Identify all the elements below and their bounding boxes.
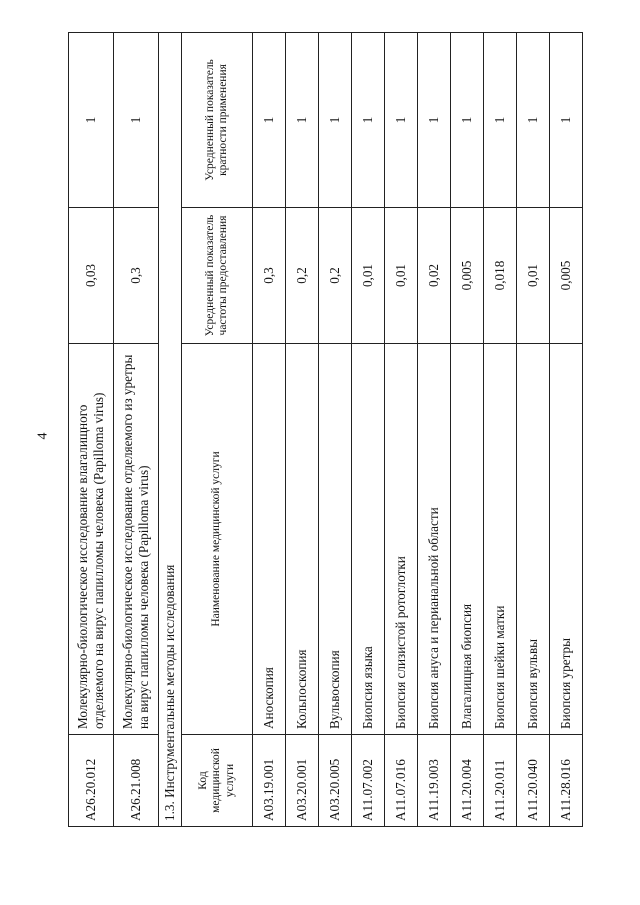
service-code: A03.20.005 xyxy=(319,735,352,827)
table-row xyxy=(418,33,451,827)
service-code: A11.28.016 xyxy=(550,735,583,827)
frequency-value: 0,02 xyxy=(418,208,451,344)
frequency-value: 0,2 xyxy=(286,208,319,344)
service-name: Кольпоскопия xyxy=(286,344,319,735)
service-name: Биопсия слизистой ротоглотки xyxy=(385,344,418,735)
frequency-value: 0,01 xyxy=(352,208,385,344)
table-row xyxy=(550,33,583,827)
table-row xyxy=(319,33,352,827)
service-name: Биопсия языка xyxy=(352,344,385,735)
table-row xyxy=(451,33,484,827)
table-row xyxy=(253,33,286,827)
multiplicity-value: 1 xyxy=(286,33,319,208)
service-code: A11.20.004 xyxy=(451,735,484,827)
service-code: A11.20.011 xyxy=(484,735,517,827)
header-name: Наименование медицинской услуги xyxy=(182,344,253,735)
service-code: A03.19.001 xyxy=(253,735,286,827)
frequency-value: 0,005 xyxy=(550,208,583,344)
services-table xyxy=(68,32,583,827)
service-name: Биопсия уретры xyxy=(550,344,583,735)
frequency-value: 0,005 xyxy=(451,208,484,344)
service-code: A11.07.016 xyxy=(385,735,418,827)
service-name: Аноскопия xyxy=(253,344,286,735)
multiplicity-value: 1 xyxy=(319,33,352,208)
multiplicity-value: 1 xyxy=(114,33,159,208)
frequency-value: 0,01 xyxy=(385,208,418,344)
page-number: 4 xyxy=(35,432,51,440)
section-title: 1.3. Инструментальные методы исследования xyxy=(159,33,182,827)
frequency-value: 0,03 xyxy=(69,208,114,344)
service-code: A11.20.040 xyxy=(517,735,550,827)
service-name: Молекулярно-биологическое исследование влагалищного отделяемого на вирус папилломы человека (Papilloma virus) xyxy=(69,344,114,735)
table-row xyxy=(484,33,517,827)
multiplicity-value: 1 xyxy=(385,33,418,208)
service-name: Вульвоскопия xyxy=(319,344,352,735)
table-row xyxy=(114,33,159,827)
service-code: A26.21.008 xyxy=(114,735,159,827)
section-row xyxy=(159,33,182,827)
table-row xyxy=(352,33,385,827)
service-code: A26.20.012 xyxy=(69,735,114,827)
service-name: Биопсия вульвы xyxy=(517,344,550,735)
header-frequency: Усредненный показатель частоты предоставления xyxy=(182,208,253,344)
multiplicity-value: 1 xyxy=(517,33,550,208)
multiplicity-value: 1 xyxy=(418,33,451,208)
services-table-container xyxy=(68,32,574,827)
header-row xyxy=(182,33,253,827)
frequency-value: 0,018 xyxy=(484,208,517,344)
multiplicity-value: 1 xyxy=(69,33,114,208)
frequency-value: 0,01 xyxy=(517,208,550,344)
service-name: Биопсия шейки матки xyxy=(484,344,517,735)
table-row xyxy=(517,33,550,827)
service-name: Влагалищная биопсия xyxy=(451,344,484,735)
multiplicity-value: 1 xyxy=(451,33,484,208)
service-code: A03.20.001 xyxy=(286,735,319,827)
service-name: Молекулярно-биологическое исследование отделяемого из уретры на вирус папилломы человека (Papilloma virus) xyxy=(114,344,159,735)
frequency-value: 0,3 xyxy=(253,208,286,344)
table-row xyxy=(69,33,114,827)
multiplicity-value: 1 xyxy=(253,33,286,208)
table-row xyxy=(286,33,319,827)
table-row xyxy=(385,33,418,827)
frequency-value: 0,2 xyxy=(319,208,352,344)
multiplicity-value: 1 xyxy=(484,33,517,208)
service-code: A11.19.003 xyxy=(418,735,451,827)
header-code: Код медицинской услуги xyxy=(182,735,253,827)
multiplicity-value: 1 xyxy=(550,33,583,208)
service-name: Биопсия ануса и перианальной области xyxy=(418,344,451,735)
frequency-value: 0,3 xyxy=(114,208,159,344)
service-code: A11.07.002 xyxy=(352,735,385,827)
multiplicity-value: 1 xyxy=(352,33,385,208)
header-multiplicity: Усредненный показатель кратности применения xyxy=(182,33,253,208)
